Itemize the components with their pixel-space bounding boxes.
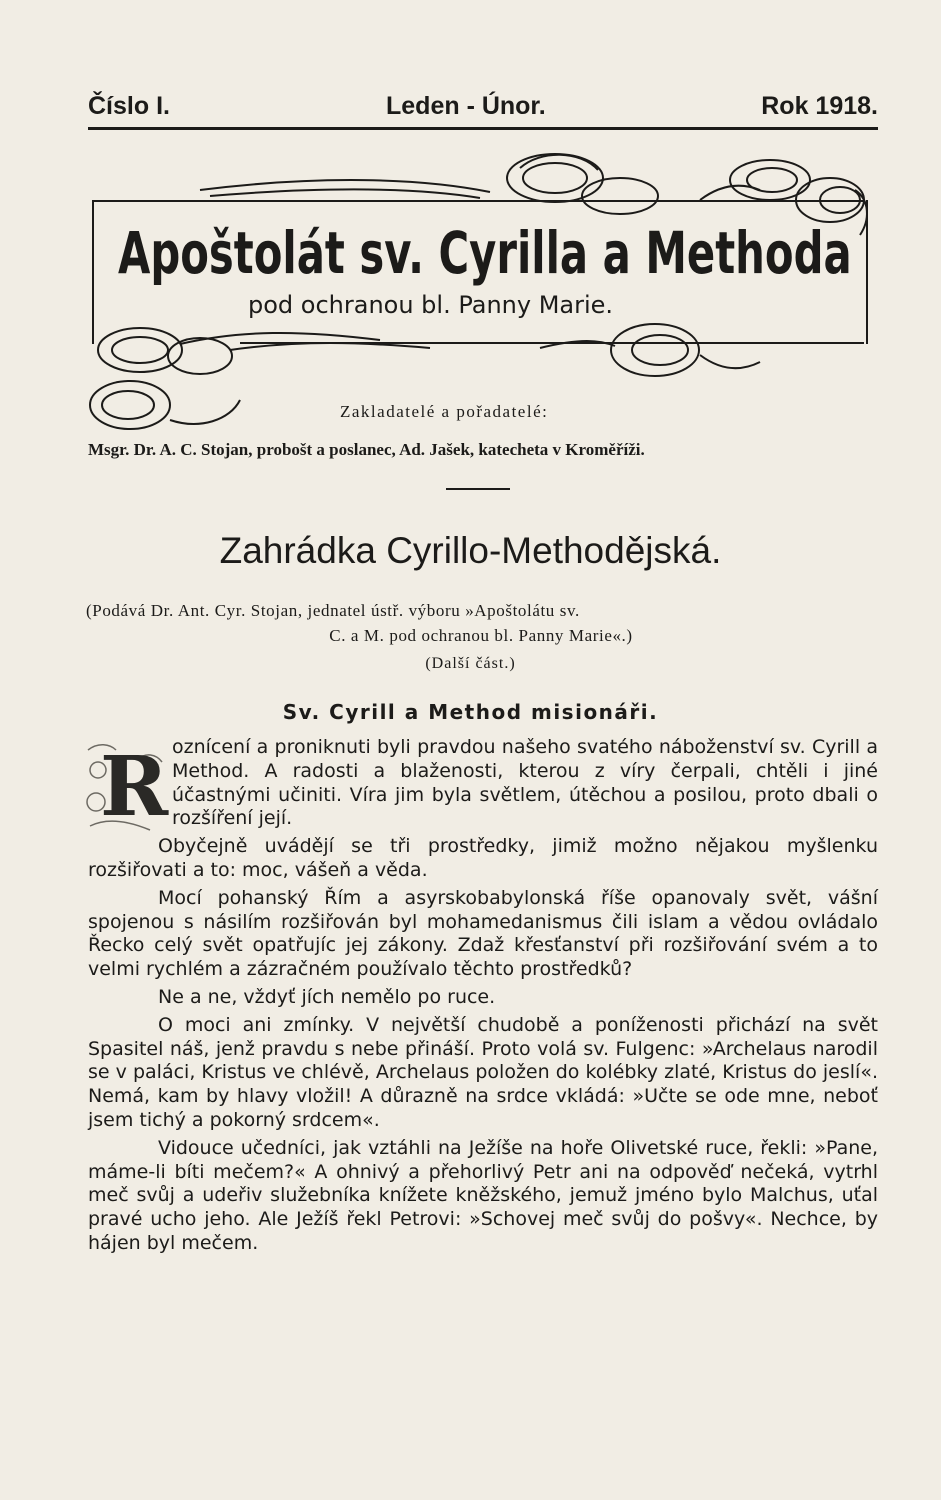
byline-line-2: C. a M. pod ochranou bl. Panny Marie«.) [329, 626, 633, 645]
article-title: Zahrádka Cyrillo-Methodějská. [219, 530, 722, 571]
masthead-subtitle: pod ochranou bl. Panny Marie. [248, 291, 614, 319]
dropcap-letter: R [100, 739, 169, 835]
issue-number: Číslo I. [88, 92, 170, 120]
issue-months: Leden - Únor. [386, 92, 546, 120]
paragraph: O moci ani zmínky. V největší chudobě a poníženosti přichází na svět Spasitel náš, jenž pravdu s nebe přináší. Proto volá sv. Fulgenc: »Archelaus narodil se v paláci, Kristus ve chlévě, Archelaus položen do kolébky zlaté, Kristus do jeslí«. Nemá, kam by hlavy vložil! A důrazně na srdce vkládá: »Učte se ode mne, neboť jsem tichý a pokorný srdcem«. [88, 1013, 878, 1131]
paragraph: Ne a ne, vždyť jích nemělo po ruce. [158, 985, 496, 1008]
section-separator [446, 488, 510, 490]
founders-names: Msgr. Dr. A. C. Stojan, probošt a poslanec, Ad. Jašek, katecheta v Kroměříži. [88, 440, 645, 459]
paragraph: Mocí pohanský Řím a asyrskobabylonská říše opanovaly svět, vášní spojenou s násilím rozšiřován byl mohamedanismus čili islam a vědou ovládalo Řecko celý svět opatřujíc jej zákony. Zdaž křesťanství při rozšiřování svém a to velmi rychlém a zázračném používalo těchto prostředků? [88, 886, 878, 981]
masthead-frame-bottom [240, 342, 864, 344]
paragraph: Vidouce učedníci, jak vztáhli na Ježíše na hoře Olivetské ruce, řekli: »Pane, máme-li bíti mečem?« A ohnivý a přehorlivý Petr ani na odpověď nečeká, vytrhl meč svůj a udeřiv služebníka knížete kněžského, jemuž jméno bylo Malchus, uťal pravé ucho jeho. Ale Ježíš řekl Petrovi: »Schovej meč svůj do pošvy«. Nechce, by hájen byl mečem. [88, 1136, 878, 1254]
article-byline [86, 598, 876, 648]
article-body [88, 736, 878, 1256]
paragraph-text: oznícení a proniknuti byli pravdou našeho svatého náboženství sv. Cyrill a Method. A radosti a blaženosti, kterou z víry čerpali, chtěli i jiné účastnými učiniti. Víra jim byla světlem, útěchou a posilou, proto dbali o rozšíření její. [172, 736, 878, 830]
article-subheading: Sv. Cyrill a Method misionáři. [282, 700, 659, 724]
byline-line-1: (Podává Dr. Ant. Cyr. Stojan, jednatel ústř. výboru »Apoštolátu sv. [86, 601, 580, 620]
issue-year: Rok 1918. [761, 92, 878, 120]
continuation-note: (Další část.) [425, 655, 516, 672]
masthead-title: Apoštolát sv. Cyrilla a Methoda [118, 219, 852, 287]
founders-label: Zakladatelé a pořadatelé: [340, 402, 549, 421]
dropcap [86, 739, 169, 835]
paragraph [88, 736, 878, 835]
paragraph: Obyčejně uvádějí se tři prostředky, jimiž možno nějakou myšlenku rozšiřovati a to: moc, vášeň a věda. [88, 835, 878, 881]
